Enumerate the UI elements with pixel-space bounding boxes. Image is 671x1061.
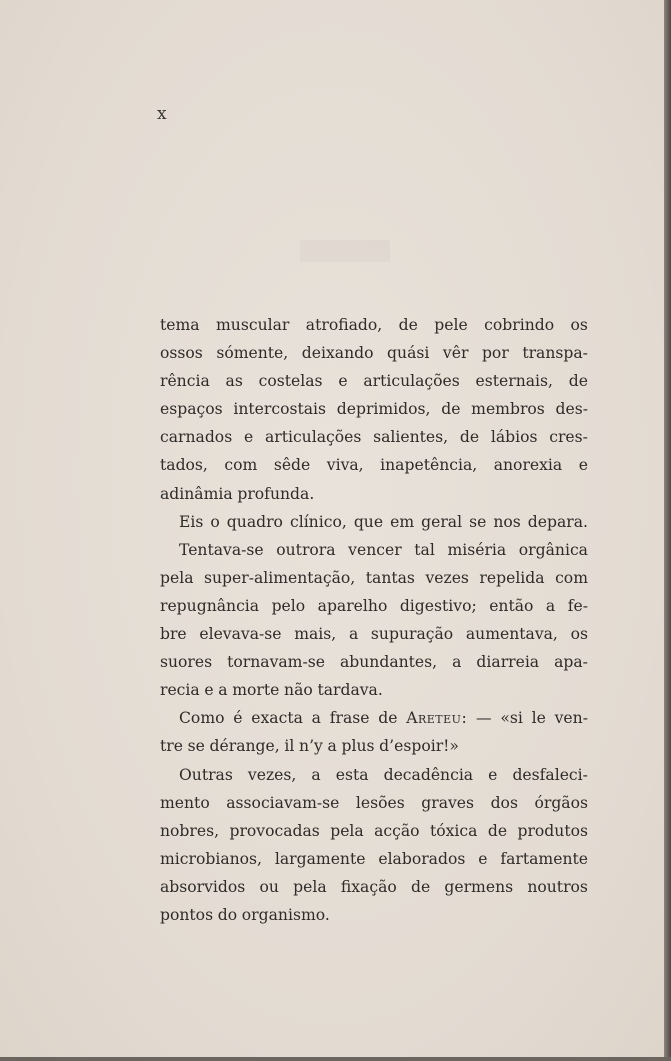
- word: carnados: [160, 428, 233, 447]
- word: muscular: [216, 316, 290, 334]
- word: quadro: [226, 512, 283, 531]
- word: apa-: [554, 653, 588, 672]
- word: a: [218, 681, 228, 700]
- text-line: [160, 367, 588, 395]
- word: tornavam-se: [227, 653, 325, 672]
- word: por: [481, 344, 509, 363]
- word: pela: [160, 568, 194, 587]
- word: bre: [160, 625, 187, 644]
- text-line: [160, 676, 588, 704]
- text-line: [160, 817, 588, 845]
- word: super-alimentação,: [204, 568, 356, 587]
- page-edge-bottom: [0, 1057, 671, 1061]
- word: miséria: [447, 540, 507, 559]
- word: tóxica: [429, 821, 478, 840]
- word: depara.: [527, 512, 588, 531]
- word: a: [311, 709, 321, 728]
- word: pontos: [160, 905, 214, 924]
- word: e: [488, 765, 498, 784]
- word: fixação: [340, 877, 397, 896]
- word: pelo: [271, 596, 306, 615]
- word: Eis: [179, 512, 204, 531]
- word: —: [475, 709, 492, 728]
- word: dos: [490, 793, 518, 812]
- word: intercostais: [233, 400, 327, 419]
- word: noutros: [527, 877, 588, 896]
- word: Tentava-se: [179, 540, 264, 559]
- word: organismo.: [241, 905, 330, 924]
- word: dérange,: [209, 737, 280, 756]
- text-line: [160, 789, 588, 817]
- text-line: [160, 395, 588, 423]
- word: cobrindo: [484, 316, 555, 334]
- word: de: [410, 877, 431, 896]
- word: não: [284, 681, 313, 700]
- word: viva,: [326, 456, 364, 475]
- word: absorvidos: [160, 877, 246, 896]
- text-line: [160, 480, 588, 508]
- word: associavam-se: [226, 793, 340, 812]
- word: produtos: [517, 821, 588, 840]
- word: des-: [555, 400, 588, 419]
- word: a: [311, 765, 321, 784]
- word: il: [284, 737, 295, 756]
- text-line: [160, 732, 588, 760]
- word: acção: [374, 821, 420, 840]
- word: sómente,: [216, 344, 289, 363]
- word: decadência: [383, 765, 474, 784]
- word: nobres,: [160, 821, 220, 840]
- word: vêr: [442, 344, 469, 363]
- word: microbianos,: [160, 849, 263, 868]
- word: graves: [421, 793, 475, 812]
- word: com: [555, 568, 588, 587]
- page-number: x: [157, 104, 168, 124]
- word: deprimidos,: [336, 400, 431, 419]
- text-line: [160, 761, 588, 789]
- word: atrofiado,: [305, 316, 383, 334]
- word: com: [224, 456, 258, 475]
- word: a: [327, 737, 337, 756]
- word: os: [570, 625, 588, 644]
- word: lábios: [490, 428, 538, 447]
- word: provocadas: [229, 821, 320, 840]
- word: e: [204, 681, 214, 700]
- word: supuração: [370, 625, 454, 644]
- word: d’espoir!»: [379, 737, 459, 756]
- body-text: [160, 311, 588, 929]
- word: se: [469, 512, 487, 531]
- word: sêde: [273, 456, 311, 475]
- word: outrora: [276, 540, 336, 559]
- word: tantas: [365, 568, 415, 587]
- text-line: [160, 592, 588, 620]
- word: repugnância: [160, 596, 260, 615]
- word: mais,: [294, 625, 337, 644]
- word: de: [568, 372, 588, 391]
- page-edge-right: [664, 0, 671, 1061]
- word: os: [570, 316, 588, 334]
- word: tema: [160, 316, 200, 334]
- word: geral: [421, 512, 463, 531]
- word: e: [243, 428, 254, 447]
- word: de: [378, 709, 398, 728]
- word: fartamente: [500, 849, 588, 868]
- word: membros: [471, 400, 545, 419]
- text-line: [160, 704, 588, 732]
- word: anorexia: [493, 456, 563, 475]
- word: aparelho: [317, 596, 388, 615]
- word: então: [489, 596, 534, 615]
- word: Outras: [179, 765, 233, 784]
- word: nos: [493, 512, 521, 531]
- word: profunda.: [237, 484, 315, 503]
- word: as: [225, 372, 243, 391]
- word: vezes: [425, 568, 469, 587]
- word: tardava.: [317, 681, 383, 700]
- word: quási: [387, 344, 430, 363]
- word: em: [390, 512, 415, 531]
- word: Areteu:: [406, 709, 468, 728]
- word: recia: [160, 681, 200, 700]
- word: de: [441, 400, 461, 419]
- word: e: [338, 372, 348, 391]
- text-line: [160, 451, 588, 479]
- word: abundantes,: [339, 653, 438, 672]
- word: tre: [160, 737, 183, 756]
- word: é: [233, 709, 243, 728]
- word: e: [578, 456, 588, 475]
- word: deixando: [301, 344, 374, 363]
- text-line: [160, 508, 588, 536]
- word: tados,: [160, 456, 208, 475]
- word: repelida: [479, 568, 545, 587]
- word: de: [459, 428, 480, 447]
- word: exacta: [251, 709, 303, 728]
- word: clínico,: [289, 512, 347, 531]
- word: esternais,: [475, 372, 553, 391]
- word: lesões: [355, 793, 405, 812]
- word: ou: [259, 877, 279, 896]
- text-line: [160, 311, 588, 339]
- word: Como: [179, 709, 225, 728]
- word: costelas: [258, 372, 323, 391]
- word: elevava-se: [199, 625, 282, 644]
- word: pele: [434, 316, 468, 334]
- word: largamente: [274, 849, 366, 868]
- word: de: [487, 821, 508, 840]
- word: ven-: [554, 709, 588, 728]
- text-line: [160, 423, 588, 451]
- word: a: [452, 653, 462, 672]
- word: a: [545, 596, 556, 615]
- word: articulações: [264, 428, 362, 447]
- text-line: [160, 536, 588, 564]
- word: vencer: [348, 540, 402, 559]
- word: elaborados: [378, 849, 466, 868]
- word: a: [348, 625, 359, 644]
- word: que: [353, 512, 384, 531]
- word: e: [478, 849, 488, 868]
- word: do: [217, 905, 238, 924]
- word: inapetência,: [380, 456, 478, 475]
- word: «si: [500, 709, 523, 728]
- word: se: [187, 737, 205, 756]
- word: mento: [160, 793, 210, 812]
- word: desfaleci-: [512, 765, 588, 784]
- text-line: [160, 564, 588, 592]
- word: tal: [414, 540, 435, 559]
- text-line: [160, 845, 588, 873]
- word: o: [210, 512, 220, 531]
- word: aumentava,: [465, 625, 558, 644]
- word: orgânica: [518, 540, 588, 559]
- text-line: [160, 648, 588, 676]
- word: frase: [329, 709, 370, 728]
- word: morte: [232, 681, 280, 700]
- word: transpa-: [522, 344, 588, 363]
- bleed-through-mark: [300, 240, 390, 262]
- word: salientes,: [373, 428, 449, 447]
- word: órgãos: [534, 793, 588, 812]
- word: pela: [293, 877, 327, 896]
- word: rência: [160, 372, 210, 391]
- word: espaços: [160, 400, 223, 419]
- word: suores: [160, 653, 213, 672]
- text-line: [160, 339, 588, 367]
- word: le: [531, 709, 546, 728]
- word: articulações: [363, 372, 460, 391]
- word: ossos: [160, 344, 203, 363]
- word: de: [398, 316, 418, 334]
- word: digestivo;: [399, 596, 477, 615]
- word: vezes,: [247, 765, 297, 784]
- word: diarreia: [476, 653, 540, 672]
- word: adinâmia: [160, 484, 233, 503]
- word: esta: [335, 765, 369, 784]
- text-line: [160, 620, 588, 648]
- word: germens: [444, 877, 514, 896]
- word: pela: [330, 821, 364, 840]
- word: cres-: [549, 428, 588, 447]
- word: fe-: [567, 596, 588, 615]
- word: plus: [341, 737, 375, 756]
- text-line: [160, 873, 588, 901]
- word: n’y: [299, 737, 323, 756]
- text-line: [160, 901, 588, 929]
